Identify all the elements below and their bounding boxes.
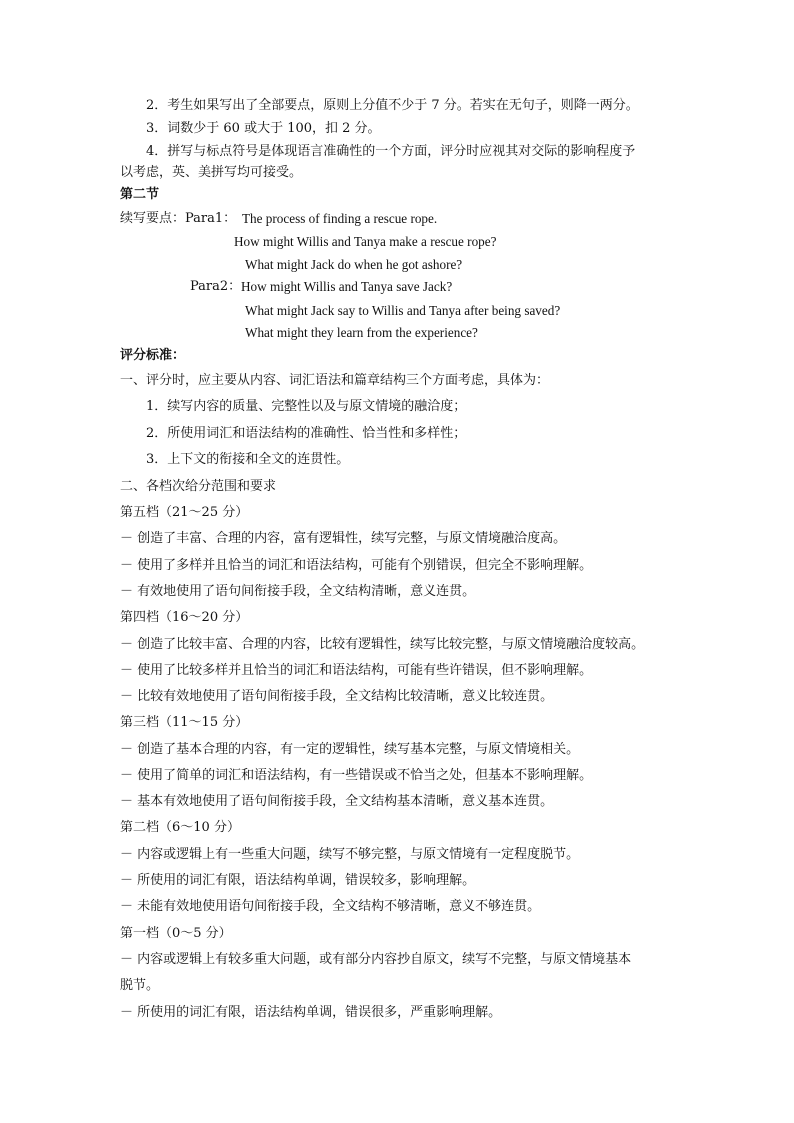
section-heading: 第二节 bbox=[120, 187, 160, 202]
band-2-item-1: － 内容或逻辑上有一些重大问题，续写不够完整，与原文情境有一定程度脱节。 bbox=[120, 847, 580, 862]
criteria-heading: 评分标准： bbox=[120, 348, 186, 363]
criteria-part2-heading: 二、各档次给分范围和要求 bbox=[120, 479, 277, 494]
band-3-item-1: － 创造了基本合理的内容，有一定的逻辑性，续写基本完整，与原文情境相关。 bbox=[120, 742, 580, 757]
band-3-item-3: － 基本有效地使用了语句间衔接手段，全文结构基本清晰，意义基本连贯。 bbox=[120, 794, 554, 809]
para2-label: Para2： bbox=[190, 279, 242, 294]
para1-question-2: How might Willis and Tanya make a rescue rope? bbox=[234, 234, 497, 249]
para1-question-1: The process of finding a rescue rope. bbox=[242, 211, 438, 226]
band-2-title: 第二档（6～10 分） bbox=[120, 820, 240, 835]
band-5-item-1: － 创造了丰富、合理的内容，富有逻辑性，续写完整，与原文情境融洽度高。 bbox=[120, 531, 567, 546]
band-2-item-2: － 所使用的词汇有限，语法结构单调，错误较多，影响理解。 bbox=[120, 873, 476, 888]
para1-question-3: What might Jack do when he got ashore? bbox=[245, 257, 463, 272]
band-5-item-2: － 使用了多样并且恰当的词汇和语法结构，可能有个别错误，但完全不影响理解。 bbox=[120, 558, 593, 573]
para2-question-1: How might Willis and Tanya save Jack? bbox=[241, 279, 453, 294]
band-2-item-3: － 未能有效地使用语句间衔接手段，全文结构不够清晰，意义不够连贯。 bbox=[120, 899, 541, 914]
scoring-note-4-line2: 以考虑，英、美拼写均可接受。 bbox=[120, 165, 303, 180]
band-3-title: 第三档（11～15 分） bbox=[120, 715, 249, 730]
band-4-item-3: － 比较有效地使用了语句间衔接手段，全文结构比较清晰，意义比较连贯。 bbox=[120, 689, 554, 704]
para2-question-2: What might Jack say to Willis and Tanya after being saved? bbox=[245, 303, 561, 318]
scoring-note-4-line1: 4．拼写与标点符号是体现语言准确性的一个方面，评分时应视其对交际的影响程度予 bbox=[146, 144, 636, 159]
band-1-title: 第一档（0～5 分） bbox=[120, 926, 232, 941]
para2-question-3: What might they learn from the experience? bbox=[245, 325, 478, 340]
criteria-item-1: 1．续写内容的质量、完整性以及与原文情境的融洽度； bbox=[146, 399, 467, 414]
key-points-label: 续写要点：Para1： bbox=[120, 211, 237, 226]
band-4-item-1: － 创造了比较丰富、合理的内容，比较有逻辑性，续写比较完整，与原文情境融洽度较高。 bbox=[120, 637, 645, 652]
band-3-item-2: － 使用了简单的词汇和语法结构，有一些错误或不恰当之处，但基本不影响理解。 bbox=[120, 768, 593, 783]
scoring-note-2: 2．考生如果写出了全部要点，原则上分值不少于 7 分。若实在无句子，则降一两分。 bbox=[146, 98, 639, 113]
band-5-title: 第五档（21～25 分） bbox=[120, 505, 249, 520]
criteria-item-2: 2．所使用词汇和语法结构的准确性、恰当性和多样性； bbox=[146, 426, 467, 441]
criteria-item-3: 3．上下文的衔接和全文的连贯性。 bbox=[146, 452, 350, 467]
band-4-item-2: － 使用了比较多样并且恰当的词汇和语法结构，可能有些许错误，但不影响理解。 bbox=[120, 663, 593, 678]
band-1-item-2: － 所使用的词汇有限，语法结构单调，错误很多，严重影响理解。 bbox=[120, 1005, 502, 1020]
band-4-title: 第四档（16～20 分） bbox=[120, 610, 249, 625]
band-1-item-1-line1: － 内容或逻辑上有较多重大问题，或有部分内容抄自原文，续写不完整，与原文情境基本 bbox=[120, 952, 632, 967]
scoring-note-3: 3．词数少于 60 或大于 100，扣 2 分。 bbox=[146, 121, 381, 136]
band-5-item-3: － 有效地使用了语句间衔接手段，全文结构清晰，意义连贯。 bbox=[120, 584, 476, 599]
criteria-part1-intro: 一、评分时，应主要从内容、词汇语法和篇章结构三个方面考虑，具体为： bbox=[120, 373, 550, 388]
band-1-item-1-line2: 脱节。 bbox=[120, 978, 160, 993]
